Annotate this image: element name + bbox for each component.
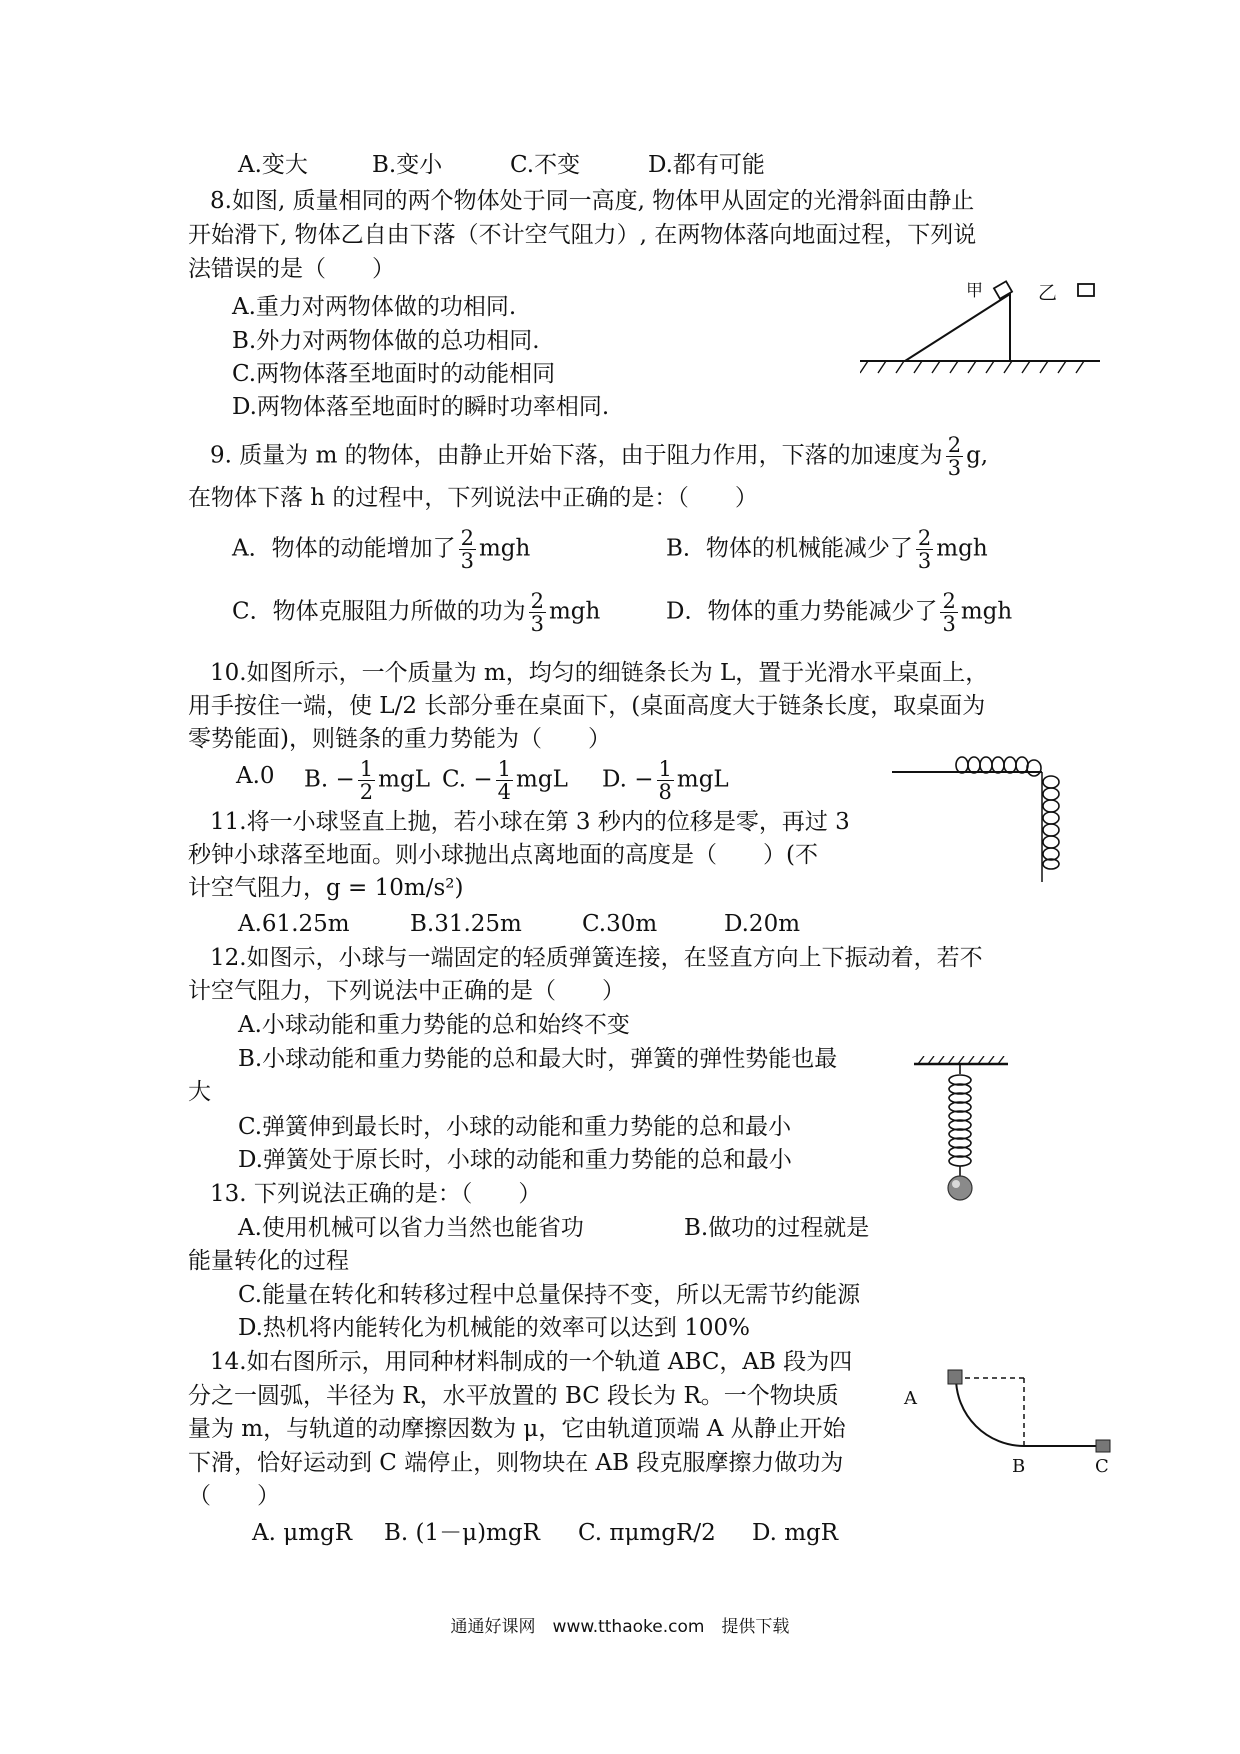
q11-option-c: C.30m	[582, 911, 658, 937]
q8-stem-line3: 法错误的是（ ）	[188, 256, 395, 282]
q10-option-d: D. − $\frac{1}{8}$ mgL	[602, 757, 729, 804]
chain-table-figure	[892, 752, 1072, 892]
q12-option-d: D.弹簧处于原长时，小球的动能和重力势能的总和最小	[238, 1147, 792, 1173]
q14-option-b: B. (1－μ)mgR	[384, 1520, 540, 1546]
track-abc-figure	[898, 1362, 1118, 1482]
q12-option-b-wrap: 大	[188, 1079, 211, 1105]
q10-stem-line2: 用手按住一端，使 L/2 长部分垂在桌面下，(桌面高度大于链条长度，取桌面为	[188, 693, 986, 719]
q12-stem-line1: 12.如图示，小球与一端固定的轻质弹簧连接，在竖直方向上下振动着，若不	[210, 945, 983, 971]
q14-option-a: A. μmgR	[252, 1520, 353, 1546]
q13-option-c: C.能量在转化和转移过程中总量保持不变，所以无需节约能源	[238, 1282, 861, 1308]
q9-option-a: A．物体的动能增加了 $\frac{2}{3}$ mgh	[232, 526, 531, 573]
q14-option-c: C. πμmgR/2	[578, 1520, 716, 1546]
q10-stem-line3: 零势能面)，则链条的重力势能为（ ）	[188, 726, 611, 752]
q11-option-b: B.31.25m	[410, 911, 522, 937]
q8-stem-line1: 8.如图, 质量相同的两个物体处于同一高度, 物体甲从固定的光滑斜面由静止	[210, 188, 975, 214]
q14-stem-line3: 量为 m，与轨道的动摩擦因数为 μ，它由轨道顶端 A 从静止开始	[188, 1416, 846, 1442]
q13-option-b-wrap: 能量转化的过程	[188, 1248, 349, 1274]
q13-option-d: D.热机将内能转化为机械能的效率可以达到 100%	[238, 1315, 750, 1341]
q11-option-d: D.20m	[724, 911, 801, 937]
footer-source: 通通好课网 www.tthaoke.com 提供下载	[450, 1617, 790, 1637]
q7-option-c: C.不变	[510, 152, 581, 178]
q8-option-c: C.两物体落至地面时的动能相同	[232, 361, 556, 387]
q12-option-c: C.弹簧伸到最长时，小球的动能和重力势能的总和最小	[238, 1114, 792, 1140]
incline-figure	[860, 276, 1130, 386]
label-jia: 甲	[966, 281, 983, 301]
q7-option-a: A.变大	[238, 152, 308, 178]
q8-option-b: B.外力对两物体做的总功相同.	[232, 328, 540, 354]
q8-option-a: A.重力对两物体做的功相同.	[232, 294, 517, 320]
label-c: C	[1095, 1456, 1109, 1477]
q9-option-d: D．物体的重力势能减少了 $\frac{2}{3}$ mgh	[666, 589, 1013, 636]
q11-stem-line1: 11.将一小球竖直上抛，若小球在第 3 秒内的位移是零，再过 3	[210, 809, 850, 835]
q10-stem-line1: 10.如图所示，一个质量为 m，均匀的细链条长为 L，置于光滑水平桌面上，	[210, 660, 989, 686]
q10-option-a: A.0	[236, 763, 275, 789]
q7-option-b: B.变小	[372, 152, 443, 178]
q12-stem-line2: 计空气阻力，下列说法中正确的是（ ）	[188, 978, 625, 1004]
q9-option-b: B．物体的机械能减少了 $\frac{2}{3}$ mgh	[666, 526, 988, 573]
q8-stem-line2: 开始滑下, 物体乙自由下落（不计空气阻力）, 在两物体落向地面过程，下列说	[188, 222, 977, 248]
label-a: A	[904, 1388, 917, 1409]
q11-stem-line3: 计空气阻力，g = 10m/s²)	[188, 875, 464, 901]
q13-stem-line1: 13. 下列说法正确的是：（ ）	[210, 1181, 542, 1207]
label-yi: 乙	[1038, 282, 1058, 304]
q8-option-d: D.两物体落至地面时的瞬时功率相同.	[232, 394, 610, 420]
q14-stem-line2: 分之一圆弧，半径为 R，水平放置的 BC 段长为 R。一个物块质	[188, 1383, 839, 1409]
label-b: B	[1012, 1456, 1026, 1477]
q13-option-b: B.做功的过程就是	[684, 1215, 870, 1241]
spring-ball-figure	[912, 1056, 1012, 1206]
q10-option-c: C. − $\frac{1}{4}$ mgL	[442, 757, 568, 804]
q9-stem-line2: 在物体下落 h 的过程中，下列说法中正确的是：（ ）	[188, 485, 758, 511]
q14-option-d: D. mgR	[752, 1520, 839, 1546]
q9-option-c: C．物体克服阻力所做的功为 $\frac{2}{3}$ mgh	[232, 589, 601, 636]
q9-stem-line1: 9. 质量为 m 的物体，由静止开始下落，由于阻力作用，下落的加速度为 $\frac{2}{3}$ g,	[210, 433, 989, 480]
q12-option-b: B.小球动能和重力势能的总和最大时，弹簧的弹性势能也最	[238, 1046, 838, 1072]
q7-option-d: D.都有可能	[648, 152, 765, 178]
q14-stem-line5: （ ）	[188, 1483, 280, 1509]
q12-option-a: A.小球动能和重力势能的总和始终不变	[238, 1012, 630, 1038]
q10-option-b: B. − $\frac{1}{2}$ mgL	[304, 757, 430, 804]
q14-stem-line1: 14.如右图所示，用同种材料制成的一个轨道 ABC，AB 段为四	[210, 1349, 853, 1375]
q11-stem-line2: 秒钟小球落至地面。则小球抛出点离地面的高度是（ ）(不	[188, 842, 818, 868]
q13-option-a: A.使用机械可以省力当然也能省功	[238, 1215, 584, 1241]
q11-option-a: A.61.25m	[238, 911, 350, 937]
q14-stem-line4: 下滑，恰好运动到 C 端停止，则物块在 AB 段克服摩擦力做功为	[188, 1450, 844, 1476]
